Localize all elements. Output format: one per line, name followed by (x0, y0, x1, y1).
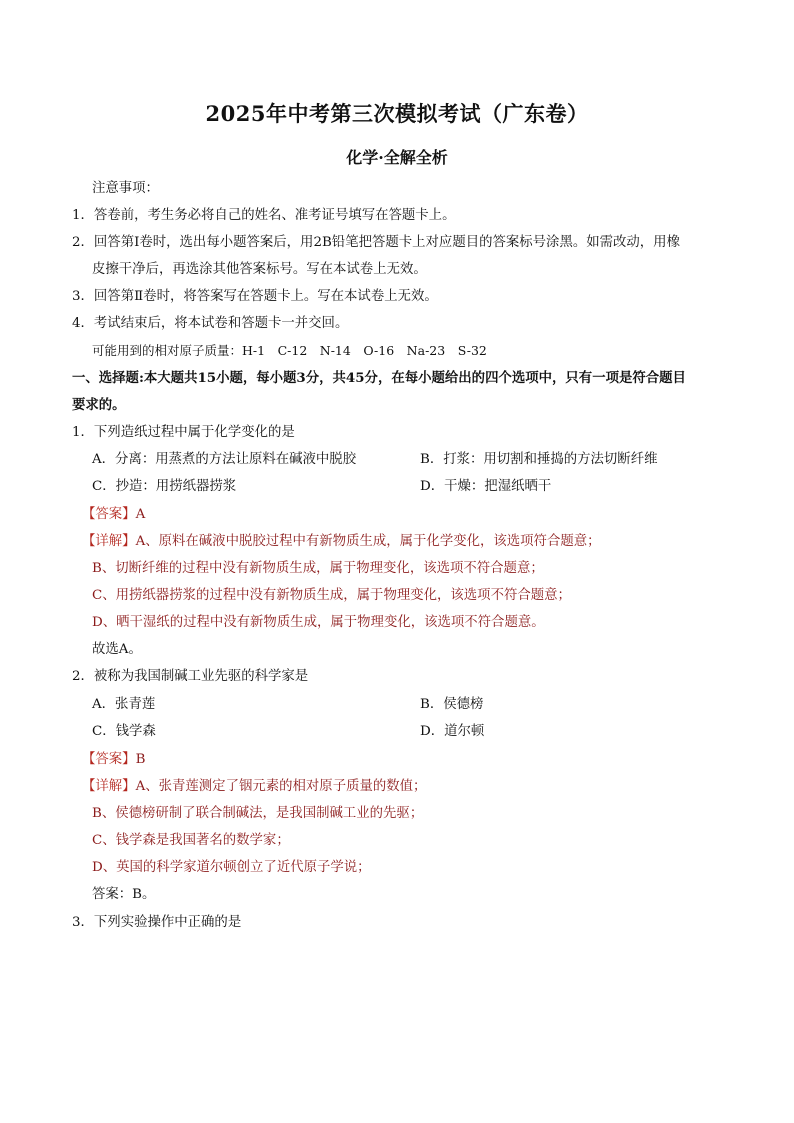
q2-answer (82, 751, 145, 769)
notice-item-2-cont: 皮擦干净后，再选涂其他答案标号。写在本试卷上无效。 (92, 262, 427, 277)
q2-detail-2: B、侯德榜研制了联合制碱法，是我国制碱工业的先驱； (92, 806, 424, 821)
q1-detail-1: 【详解】A、原料在碱液中脱胶过程中有新物质生成，属于化学变化，该选项符合题意； (82, 534, 601, 549)
page-title: 2025年中考第三次模拟考试（广东卷） (205, 101, 589, 126)
notice-item-1: 1．答卷前，考生务必将自己的姓名、准考证号填写在答题卡上。 (72, 208, 456, 223)
page-subtitle: 化学·全解全析 (346, 148, 448, 167)
section-heading-cont: 要求的。 (72, 397, 126, 413)
q2-option-a: A．张青莲 (92, 697, 156, 712)
q2-option-b: B．侯德榜 (420, 697, 484, 712)
q2-detail-4: D、英国的科学家道尔顿创立了近代原子学说； (92, 860, 371, 875)
q1-option-d: D．干燥：把湿纸晒干 (420, 479, 552, 494)
q1-detail-3: C、用捞纸器捞浆的过程中没有新物质生成，属于物理变化，该选项不符合题意； (92, 588, 571, 603)
q2-conclusion: 答案：B。 (92, 887, 156, 902)
notice-item-4: 4．考试结束后，将本试卷和答题卡一并交回。 (72, 316, 349, 331)
q1-answer (82, 506, 145, 524)
answer-tag: 【答案】 (82, 752, 136, 767)
q2-stem: 2．被称为我国制碱工业先驱的科学家是 (72, 669, 309, 684)
section-heading: 一、选择题:本大题共15小题，每小题3分，共45分，在每小题给出的四个选项中，只有一项是符合题目 (72, 370, 686, 386)
detail-tag: 【详解】 (82, 779, 136, 794)
answer-value: B (135, 752, 146, 767)
q1-option-c: C．抄造：用捞纸器捞浆 (92, 479, 237, 494)
atomic-mass-line: 可能用到的相对原子质量：H-1 C-12 N-14 O-16 Na-23 S-32 (92, 343, 487, 358)
notice-item-3: 3．回答第Ⅱ卷时，将答案写在答题卡上。写在本试卷上无效。 (72, 289, 438, 304)
q1-detail-4: D、晒干湿纸的过程中没有新物质生成，属于物理变化，该选项不符合题意。 (92, 615, 545, 630)
q2-detail-1: 【详解】A、张青莲测定了铟元素的相对原子质量的数值； (82, 779, 427, 794)
q1-detail-2: B、切断纤维的过程中没有新物质生成，属于物理变化，该选项不符合题意； (92, 561, 544, 576)
detail-tag: 【详解】 (82, 534, 136, 549)
q1-option-b: B．打浆：用切割和捶捣的方法切断纤维 (420, 452, 658, 467)
answer-tag: 【答案】 (82, 507, 136, 522)
notice-heading: 注意事项： (92, 181, 159, 196)
q1-option-a: A．分离：用蒸煮的方法让原料在碱液中脱胶 (92, 452, 357, 467)
q1-stem: 1．下列造纸过程中属于化学变化的是 (72, 425, 295, 440)
q2-option-c: C．钱学森 (92, 724, 156, 739)
notice-item-2: 2．回答第Ⅰ卷时，选出每小题答案后，用2B铅笔把答题卡上对应题目的答案标号涂黑。如需改动，用橡 (72, 235, 680, 250)
answer-value: A (135, 507, 146, 522)
q2-option-d: D．道尔顿 (420, 724, 485, 739)
q1-conclusion: 故选A。 (92, 642, 142, 657)
q2-detail-3: C、钱学森是我国著名的数学家； (92, 833, 290, 848)
q3-stem: 3．下列实验操作中正确的是 (72, 915, 242, 930)
